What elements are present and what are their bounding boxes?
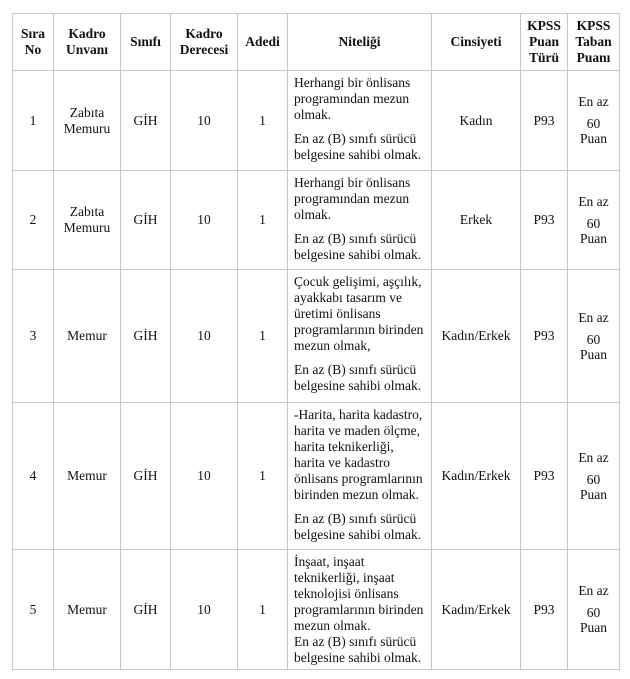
cell-cinsiyeti: Kadın/Erkek	[432, 403, 521, 550]
cell-sira-no: 2	[13, 171, 54, 270]
table-row	[13, 171, 620, 270]
cell-adedi: 1	[238, 171, 288, 270]
score-value: 60	[586, 116, 601, 131]
score-line: En az	[578, 583, 609, 598]
header-kpss-puan-turu: KPSS Puan Türü	[521, 14, 568, 71]
qualification-line: En az (B) sınıfı sürücü belgesine sahibi olmak.	[294, 511, 422, 542]
cell-sinifi: GİH	[121, 171, 171, 270]
cell-kadro-unvani: Memur	[54, 270, 121, 403]
cell-kadro-unvani: Zabıta Memuru	[54, 71, 121, 171]
score-line: Puan	[580, 486, 607, 502]
qualification-line: Çocuk gelişimi, aşçılık, ayakkabı tasarım ve üretimi önlisans programlarının birinden mezun olmak,	[294, 274, 424, 353]
positions-table	[12, 13, 620, 670]
cell-kadro-derecesi: 10	[171, 270, 238, 403]
cell-kpss-puan-turu: P93	[521, 71, 568, 171]
qualification-line: En az (B) sınıfı sürücü belgesine sahibi olmak.	[294, 131, 422, 162]
score-line: En az	[578, 94, 609, 109]
score-line: En az	[578, 309, 609, 325]
cell-cinsiyeti: Kadın	[432, 71, 521, 171]
cell-niteligi	[288, 403, 432, 550]
cell-kpss-puan-turu: P93	[521, 403, 568, 550]
cell-sira-no: 3	[13, 270, 54, 403]
header-adedi: Adedi	[238, 14, 288, 71]
cell-sira-no: 1	[13, 71, 54, 171]
qualification-line: Herhangi bir önlisans programından mezun olmak.	[294, 75, 411, 122]
cell-kadro-unvani: Zabıta Memuru	[54, 171, 121, 270]
cell-kpss-taban-puani	[568, 71, 620, 171]
cell-niteligi	[288, 550, 432, 670]
score-line: Puan	[580, 131, 607, 146]
qualification-line: En az (B) sınıfı sürücü belgesine sahibi olmak.	[294, 231, 422, 262]
header-row	[13, 14, 620, 71]
table-row	[13, 71, 620, 171]
score-line: En az	[578, 449, 609, 465]
score-line: Puan	[580, 620, 607, 635]
cell-kadro-unvani: Memur	[54, 403, 121, 550]
score-value: 60	[586, 215, 601, 231]
table-row	[13, 550, 620, 670]
header-kpss-taban-puani: KPSS Taban Puanı	[568, 14, 620, 71]
cell-niteligi	[288, 71, 432, 171]
cell-kadro-derecesi: 10	[171, 71, 238, 171]
cell-sinifi: GİH	[121, 550, 171, 670]
cell-adedi: 1	[238, 550, 288, 670]
cell-sinifi: GİH	[121, 270, 171, 403]
table-row	[13, 270, 620, 403]
cell-sinifi: GİH	[121, 71, 171, 171]
cell-kadro-derecesi: 10	[171, 550, 238, 670]
cell-cinsiyeti: Kadın/Erkek	[432, 270, 521, 403]
cell-adedi: 1	[238, 403, 288, 550]
header-sinifi: Sınıfı	[121, 14, 171, 71]
qualification-line: İnşaat, inşaat teknikerliği, inşaat teknolojisi önlisans programlarının birinden mezun olmak.	[294, 554, 424, 633]
cell-niteligi	[288, 171, 432, 270]
cell-sinifi: GİH	[121, 403, 171, 550]
cell-cinsiyeti: Kadın/Erkek	[432, 550, 521, 670]
cell-adedi: 1	[238, 270, 288, 403]
header-kadro-unvani: Kadro Unvanı	[54, 14, 121, 71]
cell-kpss-taban-puani	[568, 270, 620, 403]
cell-kpss-taban-puani	[568, 550, 620, 670]
cell-kpss-taban-puani	[568, 171, 620, 270]
cell-kpss-taban-puani	[568, 403, 620, 550]
header-niteligi: Niteliği	[288, 14, 432, 71]
cell-kpss-puan-turu: P93	[521, 550, 568, 670]
score-line: Puan	[580, 346, 607, 362]
cell-kadro-derecesi: 10	[171, 171, 238, 270]
cell-adedi: 1	[238, 71, 288, 171]
score-line: En az	[578, 193, 609, 209]
header-sira-no: Sıra No	[13, 14, 54, 71]
cell-kpss-puan-turu: P93	[521, 171, 568, 270]
cell-kpss-puan-turu: P93	[521, 270, 568, 403]
header-cinsiyeti: Cinsiyeti	[432, 14, 521, 71]
cell-sira-no: 4	[13, 403, 54, 550]
score-value: 60	[586, 605, 601, 620]
qualification-line: -Harita, harita kadastro, harita ve maden ölçme, harita teknikerliği, harita ve kadastro önlisans programlarının birinden mezun olmak.	[294, 407, 423, 502]
score-line: Puan	[580, 230, 607, 246]
qualification-line: Herhangi bir önlisans programından mezun olmak.	[294, 175, 411, 222]
cell-niteligi	[288, 270, 432, 403]
cell-kadro-unvani: Memur	[54, 550, 121, 670]
qualification-line: En az (B) sınıfı sürücü belgesine sahibi olmak.	[294, 362, 422, 393]
header-kadro-derecesi: Kadro Derecesi	[171, 14, 238, 71]
score-value: 60	[586, 471, 601, 487]
table-row	[13, 403, 620, 550]
cell-sira-no: 5	[13, 550, 54, 670]
cell-cinsiyeti: Erkek	[432, 171, 521, 270]
cell-kadro-derecesi: 10	[171, 403, 238, 550]
score-value: 60	[586, 331, 601, 347]
qualification-line: En az (B) sınıfı sürücü belgesine sahibi olmak.	[294, 634, 422, 665]
